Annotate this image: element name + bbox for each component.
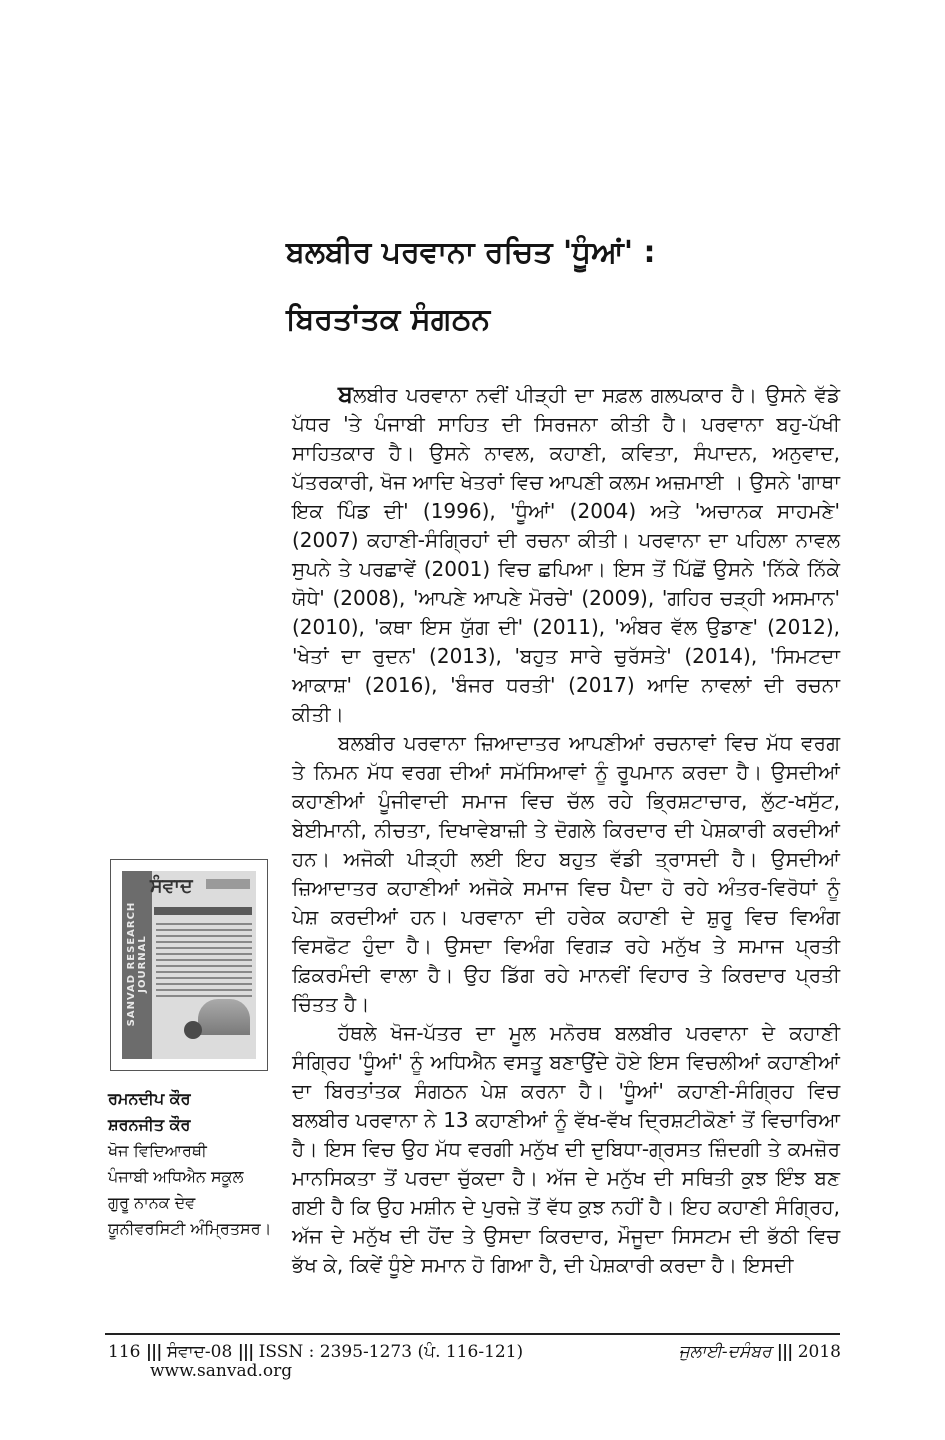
article-title: ਬਲਬੀਰ ਪਰਵਾਨਾ ਰਚਿਤ 'ਧੂੰਆਂ' :: [286, 235, 656, 270]
author-name-1: ਰਮਨਦੀਪ ਕੌਰ: [108, 1089, 191, 1108]
website-link[interactable]: www.sanvad.org: [150, 1361, 293, 1381]
cover-logo: ਸੰਵਾਦ: [150, 875, 193, 897]
article-body: [292, 380, 840, 1280]
author-university-1: ਗੁਰੂ ਨਾਨਕ ਦੇਵ: [108, 1193, 196, 1212]
paragraph-3: ਹੱਥਲੇ ਖੋਜ-ਪੱਤਰ ਦਾ ਮੂਲ ਮਨੋਰਥ ਬਲਬੀਰ ਪਰਵਾਨਾ ਦੇ ਕਹਾਣੀ ਸੰਗ੍ਰਿਹ 'ਧੂੰਆਂ' ਨੂੰ ਅਧਿਐਨ ਵਸਤੂ ਬਣਾਉਂਦੇ ਹੋਏ ਇਸ ਵਿਚਲੀਆਂ ਕਹਾਣੀਆਂ ਦਾ ਬਿਰਤਾਂਤਕ ਸੰਗਠਨ ਪੇਸ਼ ਕਰਨਾ ਹੈ। 'ਧੂੰਆਂ' ਕਹਾਣੀ-ਸੰਗ੍ਰਿਹ ਵਿਚ ਬਲਬੀਰ ਪਰਵਾਨਾ ਨੇ 13 ਕਹਾਣੀਆਂ ਨੂੰ ਵੱਖ-ਵੱਖ ਦ੍ਰਿਸ਼ਟੀਕੋਣਾਂ ਤੋਂ ਵਿਚਾਰਿਆ ਹੈ। ਇਸ ਵਿਚ ਉਹ ਮੱਧ ਵਰਗੀ ਮਨੁੱਖ ਦੀ ਦੁਬਿਧਾ-ਗ੍ਰਸਤ ਜ਼ਿੰਦਗੀ ਤੇ ਕਮਜ਼ੋਰ ਮਾਨਸਿਕਤਾ ਤੋਂ ਪਰਦਾ ਚੁੱਕਦਾ ਹੈ। ਅੱਜ ਦੇ ਮਨੁੱਖ ਦੀ ਸਥਿਤੀ ਕੁਝ ਇੰਝ ਬਣ ਗਈ ਹੈ ਕਿ ਉਹ ਮਸ਼ੀਨ ਦੇ ਪੁਰਜ਼ੇ ਤੋਂ ਵੱਧ ਕੁਝ ਨਹੀਂ ਹੈ। ਇਹ ਕਹਾਣੀ ਸੰਗ੍ਰਿਹ, ਅੱਜ ਦੇ ਮਨੁੱਖ ਦੀ ਹੋਂਦ ਤੇ ਉਸਦਾ ਕਿਰਦਾਰ, ਮੌਜੂਦਾ ਸਿਸਟਮ ਦੀ ਭੱਠੀ ਵਿਚ ਭੱਖ ਕੇ, ਕਿਵੇਂ ਧੂੰਏ ਸਮਾਨ ਹੋ ਗਿਆ ਹੈ, ਦੀ ਪੇਸ਼ਕਾਰੀ ਕਰਦਾ ਹੈ। ਇਸਦੀ: [292, 1021, 840, 1277]
paragraph-2: ਬਲਬੀਰ ਪਰਵਾਨਾ ਜ਼ਿਆਦਾਤਰ ਆਪਣੀਆਂ ਰਚਨਾਵਾਂ ਵਿਚ ਮੱਧ ਵਰਗ ਤੇ ਨਿਮਨ ਮੱਧ ਵਰਗ ਦੀਆਂ ਸਮੱਸਿਆਵਾਂ ਨੂੰ ਰੂਪਮਾਨ ਕਰਦਾ ਹੈ। ਉਸਦੀਆਂ ਕਹਾਣੀਆਂ ਪੂੰਜੀਵਾਦੀ ਸਮਾਜ ਵਿਚ ਚੱਲ ਰਹੇ ਭ੍ਰਿਸ਼ਟਾਚਾਰ, ਲੁੱਟ-ਖਸੁੱਟ, ਬੇਈਮਾਨੀ, ਨੀਚਤਾ, ਦਿਖਾਵੇਬਾਜ਼ੀ ਤੇ ਦੋਗਲੇ ਕਿਰਦਾਰ ਦੀ ਪੇਸ਼ਕਾਰੀ ਕਰਦੀਆਂ ਹਨ। ਅਜੋਕੀ ਪੀੜ੍ਹੀ ਲਈ ਇਹ ਬਹੁਤ ਵੱਡੀ ਤ੍ਰਾਸਦੀ ਹੈ। ਉਸਦੀਆਂ ਜ਼ਿਆਦਾਤਰ ਕਹਾਣੀਆਂ ਅਜੋਕੇ ਸਮਾਜ ਵਿਚ ਪੈਦਾ ਹੋ ਰਹੇ ਅੰਤਰ-ਵਿਰੋਧਾਂ ਨੂੰ ਪੇਸ਼ ਕਰਦੀਆਂ ਹਨ। ਪਰਵਾਨਾ ਦੀ ਹਰੇਕ ਕਹਾਣੀ ਦੇ ਸ਼ੁਰੂ ਵਿਚ ਵਿਅੰਗ ਵਿਸਫੋਟ ਹੁੰਦਾ ਹੈ। ਉਸਦਾ ਵਿਅੰਗ ਵਿਗੜ ਰਹੇ ਮਨੁੱਖ ਤੇ ਸਮਾਜ ਪ੍ਰਤੀ ਫ਼ਿਕਰਮੰਦੀ ਵਾਲਾ ਹੈ। ਉਹ ਡਿੱਗ ਰਹੇ ਮਾਨਵੀਂ ਵਿਹਾਰ ਤੇ ਕਿਰਦਾਰ ਪ੍ਰਤੀ ਚਿੰਤਤ ਹੈ।: [292, 731, 840, 1016]
cover-seal-icon: [184, 1021, 202, 1039]
footer-separator-1: |||: [145, 1342, 162, 1362]
cover-spine: [122, 871, 152, 1059]
page-number: 116: [108, 1342, 141, 1362]
cover-title-bar: [154, 907, 252, 915]
drop-cap: ਬ: [338, 380, 353, 408]
cover-building-icon: [198, 999, 250, 1035]
cover-contents-lines: [156, 923, 252, 1001]
cover-spine-text: SANVAD RESEARCH JOURNAL: [126, 901, 148, 1027]
cover-header-block: [206, 879, 250, 889]
footer-separator-2: |||: [237, 1342, 254, 1362]
paragraph-1-text: ਲਬੀਰ ਪਰਵਾਨਾ ਨਵੀਂ ਪੀੜ੍ਹੀ ਦਾ ਸਫ਼ਲ ਗਲਪਕਾਰ ਹੈ। ਉਸਨੇ ਵੱਡੇ ਪੱਧਰ 'ਤੇ ਪੰਜਾਬੀ ਸਾਹਿਤ ਦੀ ਸਿਰਜਨਾ ਕੀਤੀ ਹੈ। ਪਰਵਾਨਾ ਬਹੁ-ਪੱਖੀ ਸਾਹਿਤਕਾਰ ਹੈ। ਉਸਨੇ ਨਾਵਲ, ਕਹਾਣੀ, ਕਵਿਤਾ, ਸੰਪਾਦਨ, ਅਨੁਵਾਦ, ਪੱਤਰਕਾਰੀ, ਖੋਜ ਆਦਿ ਖੇਤਰਾਂ ਵਿਚ ਆਪਣੀ ਕਲਮ ਅਜ਼ਮਾਈ । ਉਸਨੇ 'ਗਾਥਾ ਇਕ ਪਿੰਡ ਦੀ' (1996), 'ਧੂੰਆਂ' (2004) ਅਤੇ 'ਅਚਾਨਕ ਸਾਹਮਣੇ' (2007) ਕਹਾਣੀ-ਸੰਗ੍ਰਿਹਾਂ ਦੀ ਰਚਨਾ ਕੀਤੀ। ਪਰਵਾਨਾ ਦਾ ਪਹਿਲਾ ਨਾਵਲ ਸੁਪਨੇ ਤੇ ਪਰਛਾਵੇਂ (2001) ਵਿਚ ਛਪਿਆ। ਇਸ ਤੋਂ ਪਿੱਛੋਂ ਉਸਨੇ 'ਨਿੱਕੇ ਨਿੱਕੇ ਯੋਧੇ' (2008), 'ਆਪਣੇ ਆਪਣੇ ਮੋਰਚੇ' (2009), 'ਗਹਿਰ ਚੜ੍ਹੀ ਅਸਮਾਨ' (2010), 'ਕਥਾ ਇਸ ਯੁੱਗ ਦੀ' (2011), 'ਅੰਬਰ ਵੱਲ ਉਡਾਣ' (2012), 'ਖੇਤਾਂ ਦਾ ਰੁਦਨ' (2013), 'ਬਹੁਤ ਸਾਰੇ ਚੁਰੱਸਤੇ' (2014), 'ਸਿਮਟਦਾ ਆਕਾਸ਼' (2016), 'ਬੰਜਰ ਧਰਤੀ' (2017) ਆਦਿ ਨਾਵਲਾਂ ਦੀ ਰਚਨਾ ਕੀਤੀ।: [292, 383, 840, 726]
issue-period: ਜੁਲਾਈ-ਦਸੰਬਰ: [678, 1342, 772, 1362]
issue-year: 2018: [797, 1342, 841, 1362]
paragraph-1: [292, 380, 840, 729]
author-name-2: ਸ਼ਰਨਜੀਤ ਕੌਰ: [108, 1115, 191, 1134]
footer-separator-3: |||: [776, 1342, 793, 1362]
author-role: ਖੋਜ ਵਿਦਿਆਰਥੀ: [108, 1141, 207, 1160]
author-block: [108, 1086, 288, 1242]
author-department: ਪੰਜਾਬੀ ਅਧਿਐਨ ਸਕੂਲ: [108, 1167, 244, 1186]
author-university-2: ਯੂਨੀਵਰਸਿਟੀ ਅੰਮ੍ਰਿਤਸਰ।: [108, 1219, 272, 1238]
footer-rule: [105, 1333, 840, 1335]
issn-text: ISSN : 2395-1273 (ਪੰ. 116-121): [258, 1342, 524, 1362]
journal-cover-thumbnail: [110, 859, 268, 1071]
journal-issue: ਸੰਵਾਦ-08: [166, 1342, 233, 1362]
cover-image: [122, 871, 256, 1059]
footer-right: [679, 1340, 841, 1364]
article-subtitle: ਬਿਰਤਾਂਤਕ ਸੰਗਠਨ: [286, 302, 491, 337]
